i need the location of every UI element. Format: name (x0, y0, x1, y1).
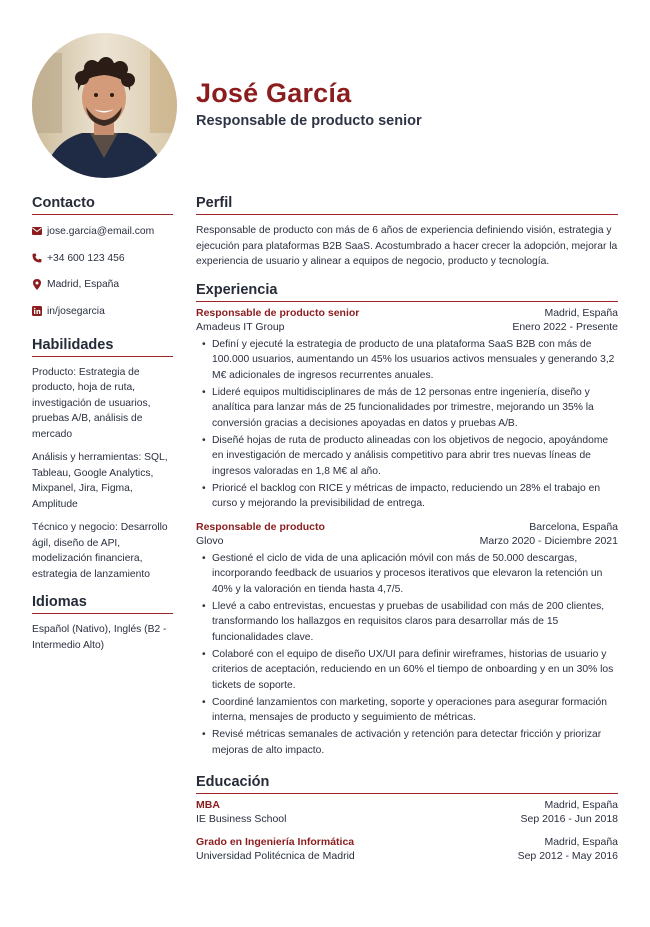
job-company: Amadeus IT Group (196, 320, 285, 333)
skill-item: Técnico y negocio: Desarrollo ágil, diseño de API, modelización financiera, estrategia de lanzamiento (32, 522, 168, 580)
job-company: Glovo (196, 534, 224, 547)
job-bullet: • Definí y ejecuté la estrategia de producto de una plataforma SaaS B2B con más de 100.000 usuarios, aumentando un 45% los usuarios activos mensuales y generando 3,2 M€ adicionales de ingresos recurrentes anuales. (202, 338, 615, 381)
experience-heading: Experiencia (196, 282, 618, 302)
school-name: IE Business School (196, 813, 287, 825)
contact-phone[interactable] (32, 245, 173, 272)
job-location: Madrid, España (544, 306, 618, 319)
education-dates: Sep 2012 - May 2016 (517, 850, 618, 862)
envelope-icon (32, 226, 42, 236)
job-bullet: • Colaboré con el equipo de diseño UX/UI para definir wireframes, historias de usuario y criterios de aceptación, reduciendo en un 60% el tiempo de onboarding y en un 30% los tickets de soporte. (202, 648, 614, 691)
job-entry (196, 520, 618, 759)
job-bullet: • Coordiné lanzamientos con marketing, soporte y operaciones para asegurar formación interna, mensajes de producto y seguimiento de métricas. (202, 696, 607, 723)
education-heading: Educación (196, 774, 618, 794)
skill-item: Producto: Estrategia de producto, hoja de ruta, investigación de usuarios, pruebas A/B, análisis de mercado (32, 366, 151, 440)
contact-phone-text: +34 600 123 456 (47, 252, 125, 264)
job-bullet: • Revisé métricas semanales de activación y retención para detectar fricción y priorizar mejoras de alto impacto. (202, 729, 602, 756)
degree-title: Grado en Ingeniería Informática (196, 836, 355, 848)
contact-location (32, 271, 173, 298)
job-title: Responsable de producto senior (196, 306, 360, 319)
job-dates: Enero 2022 - Presente (512, 320, 618, 333)
contact-location-text: Madrid, España (47, 279, 120, 291)
job-bullets (196, 337, 618, 512)
education-location: Madrid, España (544, 799, 618, 811)
linkedin-icon (32, 306, 42, 316)
education-entry (196, 835, 618, 863)
location-pin-icon (32, 280, 42, 290)
job-bullets (196, 551, 618, 759)
profile-photo (32, 33, 177, 178)
job-location: Barcelona, España (529, 520, 618, 533)
job-title: Responsable de producto (196, 520, 325, 533)
phone-icon (32, 253, 42, 263)
job-dates: Marzo 2020 - Diciembre 2021 (479, 534, 618, 547)
job-bullet: • Gestioné el ciclo de vida de una aplicación móvil con más de 50.000 descargas, incorporando feedback de usuarios y procesos iterativos que elevaron la retención un 40% y la valoración en tienda hasta 4,7/5. (202, 552, 603, 595)
education-location: Madrid, España (544, 836, 618, 848)
job-bullet: • Llevé a cabo entrevistas, encuestas y pruebas de usabilidad con más de 200 clientes, transformando los hallazgos en requisitos claros para desarrollar más de 15 funcionalidades clave. (202, 600, 605, 643)
degree-title: MBA (196, 799, 220, 811)
contact-heading: Contacto (32, 195, 173, 215)
contact-linkedin-text: in/josegarcia (47, 305, 105, 317)
candidate-role: Responsable de producto senior (196, 113, 422, 129)
contact-linkedin[interactable] (32, 298, 173, 325)
job-bullet: • Prioricé el backlog con RICE y métricas de impacto, reduciendo un 28% el trabajo en curso y mejorando la previsibilidad de entrega. (202, 482, 601, 509)
job-bullet: • Diseñé hojas de ruta de producto alineadas con los objetivos de negocio, apoyándome en investigación de mercado y análisis competitivo para abrir tres nuevas líneas de ingresos valoradas en 1,8 M€ al año. (202, 434, 609, 477)
contact-email[interactable] (32, 218, 173, 245)
job-bullet: • Lideré equipos multidisciplinares de más de 12 personas entre ingeniería, diseño y analítica para lanzar más de 25 funcionalidades por trimestre, mejorando un 35% la conversión gracias a decisiones apoyadas en datos y pruebas A/B. (202, 386, 594, 429)
candidate-name: José García (196, 78, 352, 108)
sidebar (32, 195, 173, 653)
languages-heading: Idiomas (32, 594, 173, 614)
school-name: Universidad Politécnica de Madrid (196, 850, 355, 862)
contact-email-text: jose.garcia@email.com (47, 225, 155, 237)
skills-heading: Habilidades (32, 337, 173, 357)
languages-text: Español (Nativo), Inglés (B2 - Intermedio Alto) (32, 624, 167, 651)
profile-text: Responsable de producto con más de 6 años de experiencia definiendo visión, estrategia y ejecución para plataformas B2B SaaS. Acostumbrado a hacer crecer la adopción, mejorar la experiencia de usuario y alinear a equipos de negocio, producto y tecnología. (196, 225, 618, 267)
education-dates: Sep 2016 - Jun 2018 (520, 813, 618, 825)
main-content (196, 195, 618, 863)
job-entry (196, 306, 618, 512)
education-entry (196, 798, 618, 826)
profile-heading: Perfil (196, 195, 618, 215)
skill-item: Análisis y herramientas: SQL, Tableau, Google Analytics, Mixpanel, Jira, Figma, Amplitude (32, 452, 168, 510)
